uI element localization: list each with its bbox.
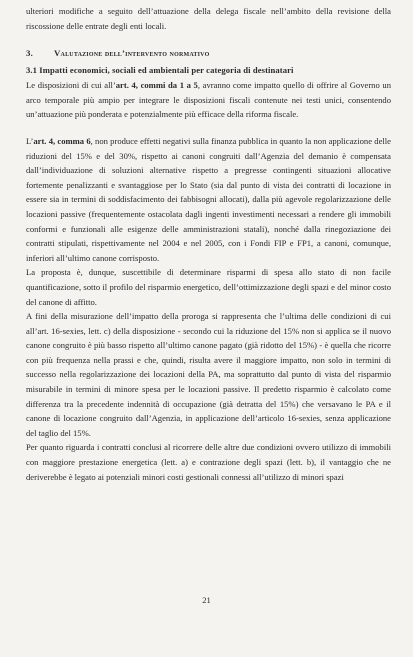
section-number: 3. bbox=[26, 48, 33, 59]
paragraph-misurazione-impatto: A fini della misurazione dell’impatto della proroga si rappresenta che l’ultima delle condizioni di cui all’art. 16-sexies, lett. c) della disposizione - secondo cui la riduzione del 15% non si applica se il nuovo canone congruito è più basso rispetto all’ultimo canone pagato (già ridotto del 15%) - è quella che ricorre con più frequenza nella prassi e che, quindi, risulta avere il maggiore impatto, non solo in termini di successo nella regolarizzazione dei locazioni della PA, ma soprattutto dal punto di vista del risparmio misurabile in termini di minore spesa per le locazioni passive. Il predetto risparmio è calcolato come differenza tra la precedente indennità di occupazione (già detratta del 15%) che versavano le PA e il canone di locazione congruito dall’Agenzia, in applicazione dell’articolo 16-sexies, senza applicazione del taglio del 15%. bbox=[26, 311, 391, 438]
section-heading bbox=[26, 47, 391, 60]
paragraph-risparmi: La proposta è, dunque, suscettibile di determinare risparmi di spesa allo stato di non facile quantificazione, sotto il profilo del risparmio energetico, dell’ottimizzazione degli spazi e del minor costo del canone di affitto. bbox=[26, 267, 391, 307]
continuation-paragraph: ulteriori modifiche a seguito dell’attuazione della delega fiscale nell’ambito della revisione della riscossione delle entrate degli enti locali. bbox=[26, 6, 391, 31]
paragraph-text: , avranno come impatto quello di offrire al Governo un arco temporale più ampio per integrare le disposizioni fiscali contenute nei testi unici, consentendo un’attuazione più ponderata e potenzialmente più efficace della riforma fiscale. bbox=[26, 80, 391, 120]
paragraph-text: Le disposizioni di cui all’ bbox=[26, 80, 116, 91]
page-number: 21 bbox=[202, 595, 211, 605]
paragraph-art4-commi-1-5 bbox=[26, 78, 391, 122]
article-reference: art. 4, comma 6 bbox=[33, 135, 91, 146]
section-title: Valutazione dell’intervento normativo bbox=[54, 48, 210, 59]
paragraph-altre-condizioni: Per quanto riguarda i contratti conclusi al ricorrere delle altre due condizioni ovvero utilizzo di immobili con maggiore prestazione energetica (lett. a) e contrazione degli spazi (lett. b), il vantaggio che ne deriverebbe è legato ai potenziali minori costi gestionali connessi all’utilizzo di minori spazi bbox=[26, 442, 391, 482]
paragraph-art4-comma-6 bbox=[26, 134, 391, 265]
article-reference: art. 4, commi da 1 a 5 bbox=[115, 80, 198, 91]
paragraph-text: L’ bbox=[26, 135, 34, 146]
paragraph-text: , non produce effetti negativi sulla finanza pubblica in quanto la non applicazione delle riduzioni del 15% e del 30%, rispetto ai canoni congruiti dall’Agenzia del demanio è compensata dall’individuazione di soluzioni alternative rispetto a pregresse contingenti situazioni allocative fortemente penalizzanti e svantaggiose per lo Stato (sia dal punto di vista dei contratti di locazione in essere sia in termini di soddisfacimento dei fabbisogni allocati), dalla più agevole regolarizzazione delle locazioni passive (frequentemente ostacolata dagli ingenti investimenti necessari a rendere gli immobili conformi e funzionali alle esigenze delle amministrazioni statali), nonché dalla rinegoziazione dei contratti stipulati, rispettivamente nel 2004 e nel 2005, con i Fondi FIP e FP1, a canoni, comunque, inferiori all’ultimo canone corrisposto. bbox=[26, 135, 391, 263]
subsection-heading: 3.1 Impatti economici, sociali ed ambientali per categoria di destinatari bbox=[26, 65, 294, 76]
